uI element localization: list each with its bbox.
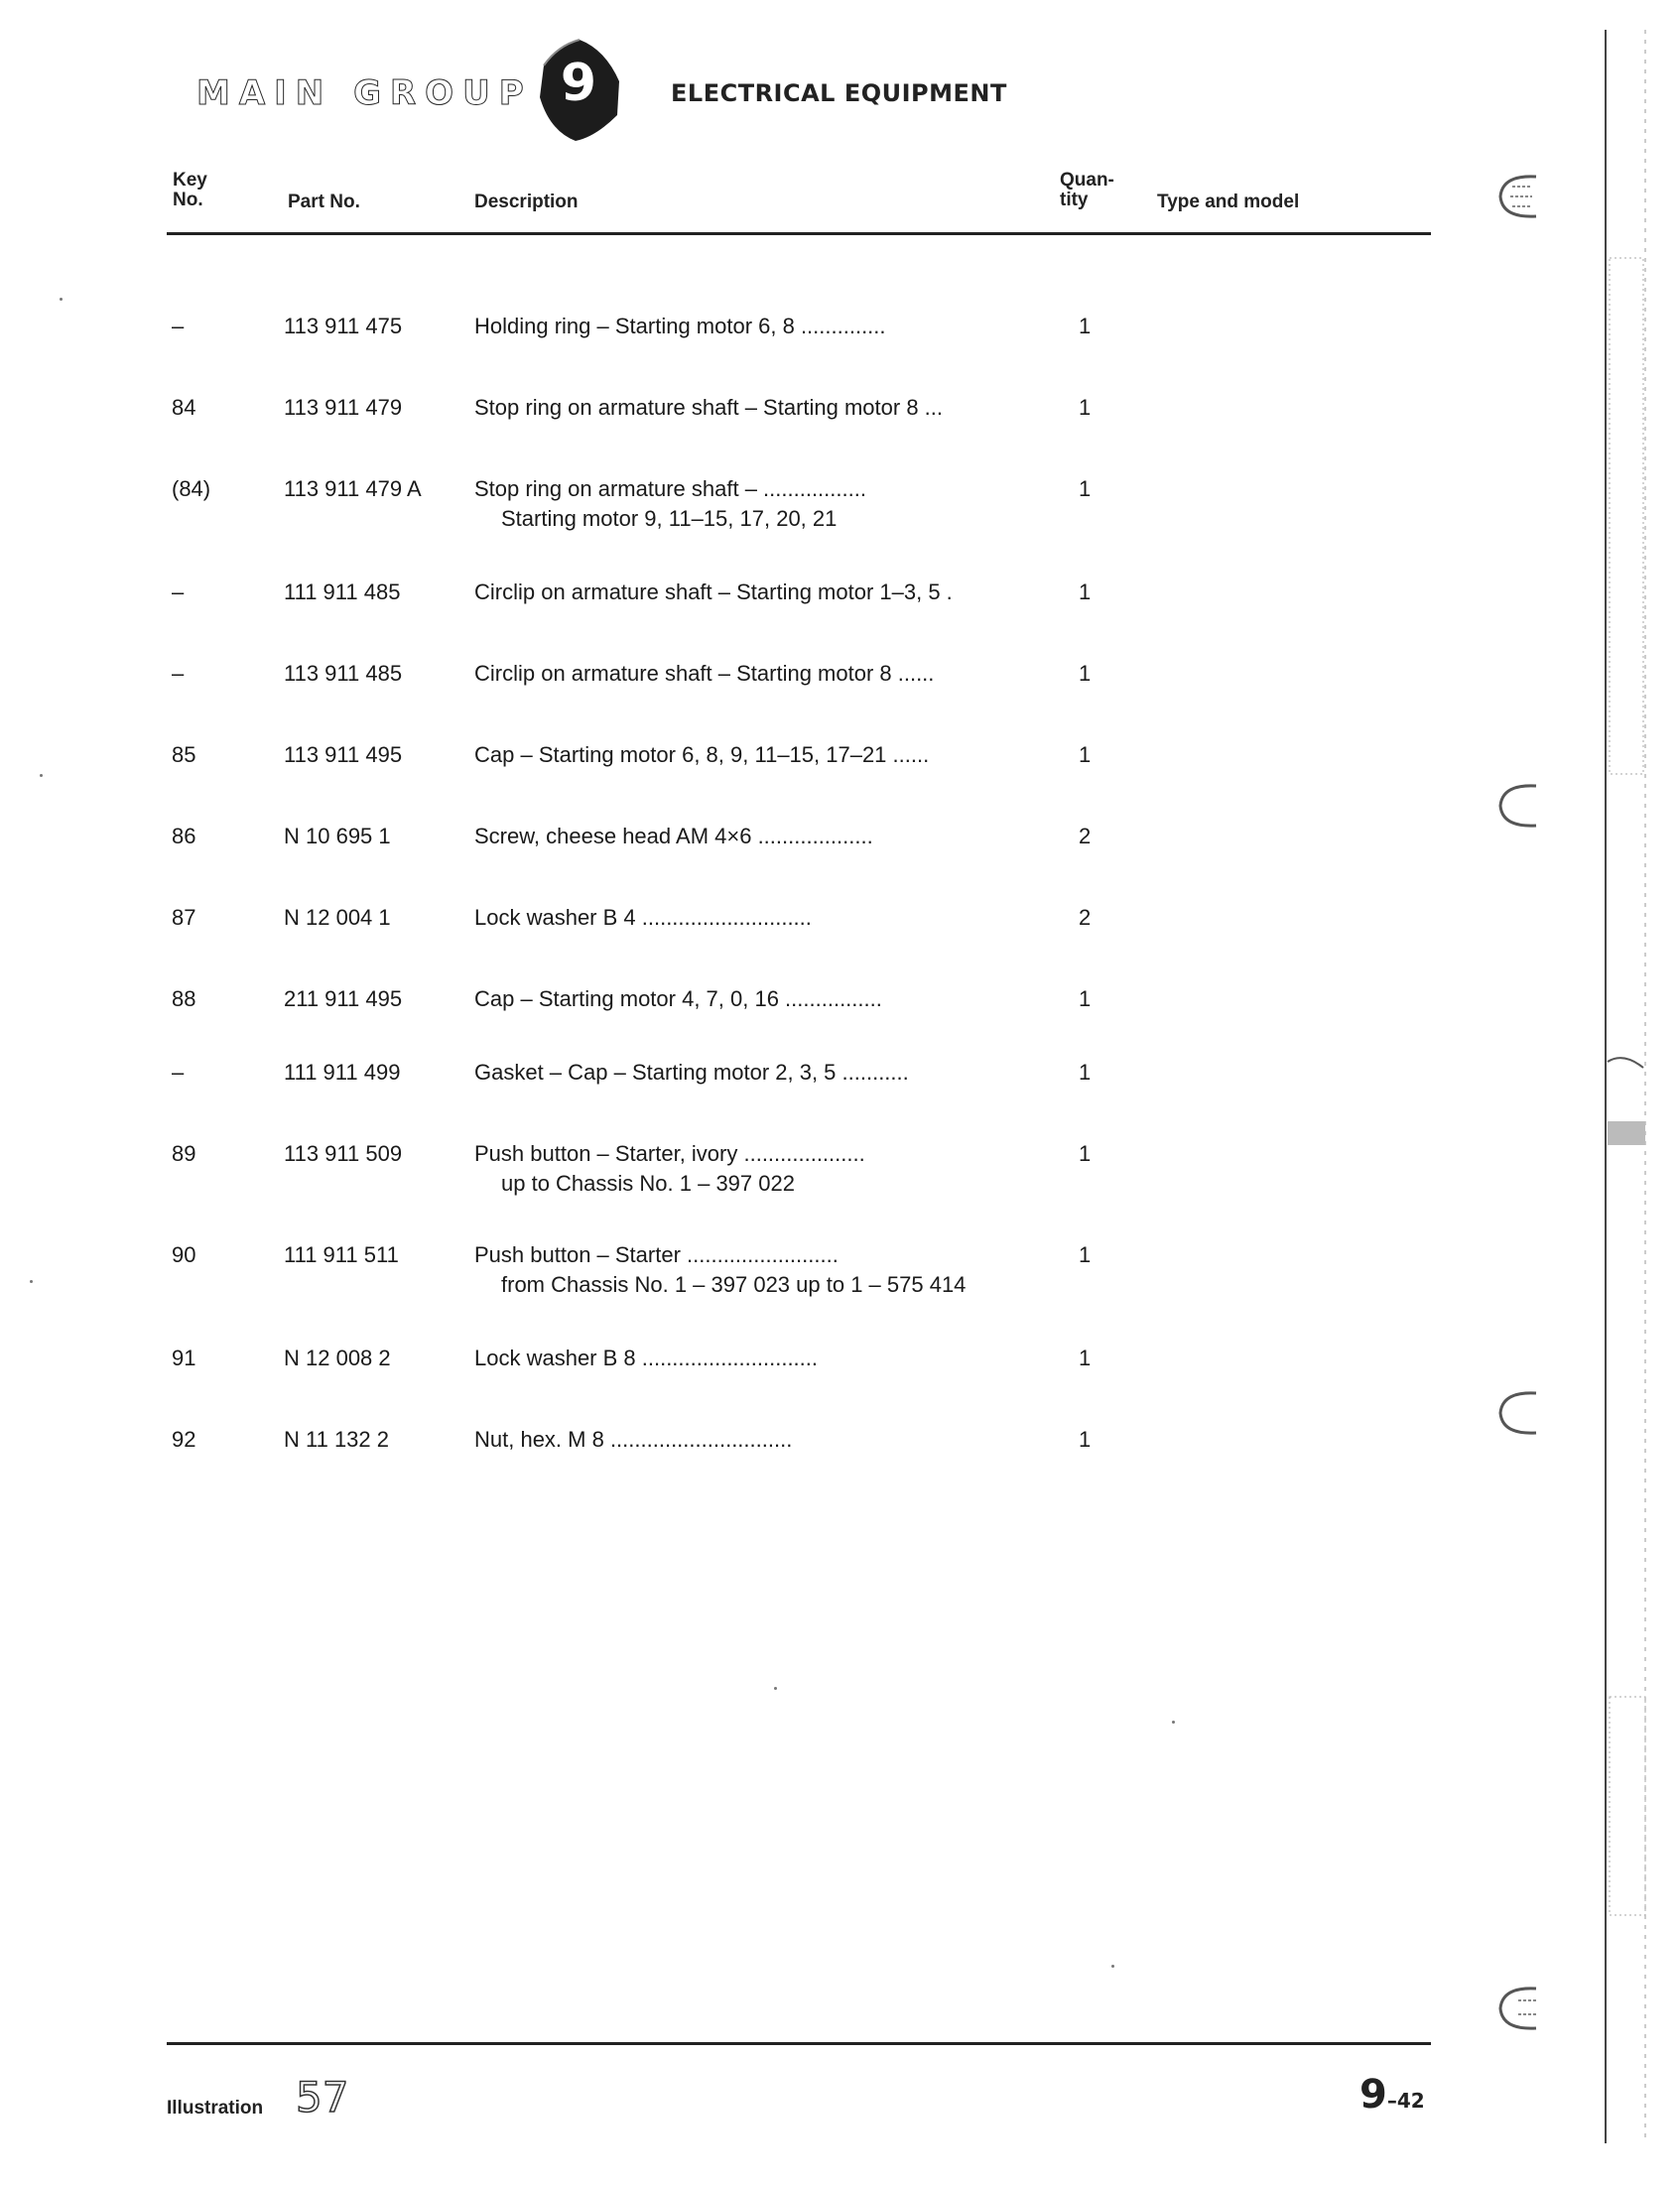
- col-type-model: Type and model: [1157, 192, 1300, 212]
- row-quantity: 1: [1079, 579, 1092, 604]
- row-description: Lock washer B 8 .............................: [474, 1346, 819, 1370]
- row-part-no: 113 911 509: [284, 1141, 403, 1166]
- row-key: (84): [172, 476, 211, 501]
- row-description: Nut, hex. M 8 ..............................: [474, 1427, 793, 1452]
- row-description-continued: Starting motor 9, 11–15, 17, 20, 21: [501, 506, 838, 531]
- row-description-continued: from Chassis No. 1 – 397 023 up to 1 – 575 414: [501, 1272, 967, 1297]
- illustration-label: Illustration: [167, 2098, 264, 2119]
- row-part-no: N 10 695 1: [284, 824, 391, 848]
- row-part-no: 113 911 479 A: [284, 476, 422, 501]
- row-key: 85: [172, 742, 196, 767]
- row-description: Screw, cheese head AM 4×6 ...................: [474, 824, 873, 848]
- col-quantity-line2: tity: [1060, 190, 1089, 210]
- row-quantity: 1: [1079, 314, 1092, 338]
- row-description: Circlip on armature shaft – Starting motor 8 ......: [474, 661, 935, 686]
- row-key: –: [172, 579, 185, 604]
- row-part-no: 113 911 495: [284, 742, 403, 767]
- group-number-badge: [536, 36, 625, 145]
- main-group-label: MAIN GROUP: [196, 73, 533, 113]
- row-part-no: N 11 132 2: [284, 1427, 390, 1452]
- row-description: Push button – Starter .........................: [474, 1242, 839, 1267]
- row-quantity: 1: [1079, 1346, 1092, 1370]
- binder-ring-icon: [1488, 169, 1552, 224]
- row-key: 89: [172, 1141, 196, 1166]
- page-number-main: 9: [1359, 2072, 1387, 2118]
- scan-speck: [60, 298, 63, 301]
- binder-ring-icon: [1488, 1385, 1552, 1441]
- row-part-no: N 12 004 1: [284, 905, 391, 930]
- row-part-no: 211 911 495: [284, 986, 403, 1011]
- footer-rule: [167, 2042, 1431, 2045]
- header-rule: [167, 232, 1431, 235]
- row-key: 84: [172, 395, 196, 420]
- row-description: Holding ring – Starting motor 6, 8 ..............: [474, 314, 886, 338]
- row-description: Stop ring on armature shaft – Starting motor 8 ...: [474, 395, 944, 420]
- group-title: ELECTRICAL EQUIPMENT: [671, 79, 1007, 107]
- row-description: Circlip on armature shaft – Starting motor 1–3, 5 .: [474, 579, 953, 604]
- row-quantity: 1: [1079, 1060, 1092, 1085]
- row-part-no: N 12 008 2: [284, 1346, 391, 1370]
- row-quantity: 1: [1079, 1427, 1092, 1452]
- row-description-continued: up to Chassis No. 1 – 397 022: [501, 1171, 795, 1196]
- row-description: Gasket – Cap – Starting motor 2, 3, 5 ...........: [474, 1060, 909, 1085]
- page-number-sub: –42: [1386, 2089, 1425, 2113]
- col-key-no: [173, 171, 207, 210]
- row-quantity: 1: [1079, 1141, 1092, 1166]
- row-part-no: 113 911 475: [284, 314, 403, 338]
- row-quantity: 2: [1079, 905, 1092, 930]
- row-quantity: 1: [1079, 986, 1092, 1011]
- scan-speck: [1111, 1965, 1114, 1968]
- col-key-no-line1: Key: [173, 170, 207, 191]
- col-description: Description: [474, 192, 579, 212]
- row-key: 88: [172, 986, 196, 1011]
- scan-speck: [40, 774, 43, 777]
- row-description: Lock washer B 4 ............................: [474, 905, 812, 930]
- scan-speck: [30, 1280, 33, 1283]
- col-quantity: [1060, 171, 1114, 210]
- binder-ring-icon: [1488, 778, 1552, 834]
- scan-speck: [1172, 1721, 1175, 1724]
- row-quantity: 1: [1079, 661, 1092, 686]
- group-number: 9: [560, 54, 597, 113]
- row-part-no: 113 911 485: [284, 661, 403, 686]
- scan-spine-edge: [1600, 30, 1649, 2143]
- row-quantity: 1: [1079, 395, 1092, 420]
- row-key: –: [172, 314, 185, 338]
- row-key: 90: [172, 1242, 196, 1267]
- row-key: 91: [172, 1346, 196, 1370]
- row-part-no: 111 911 511: [284, 1242, 399, 1267]
- row-key: –: [172, 661, 185, 686]
- row-quantity: 1: [1079, 742, 1092, 767]
- col-key-no-line2: No.: [173, 190, 203, 210]
- row-description: Stop ring on armature shaft – .................: [474, 476, 866, 501]
- row-key: 86: [172, 824, 196, 848]
- binder-ring-icon: [1488, 1981, 1552, 2036]
- row-description: Push button – Starter, ivory ....................: [474, 1141, 865, 1166]
- col-quantity-line1: Quan-: [1060, 170, 1114, 191]
- row-quantity: 1: [1079, 1242, 1092, 1267]
- row-key: 92: [172, 1427, 196, 1452]
- row-part-no: 111 911 499: [284, 1060, 401, 1085]
- row-key: 87: [172, 905, 196, 930]
- page-number: [1359, 2072, 1425, 2118]
- row-part-no: 111 911 485: [284, 579, 401, 604]
- row-description: Cap – Starting motor 6, 8, 9, 11–15, 17–21 ......: [474, 742, 930, 767]
- row-part-no: 113 911 479: [284, 395, 403, 420]
- col-part-no: Part No.: [288, 192, 360, 212]
- illustration-number: 57: [296, 2073, 349, 2122]
- row-description: Cap – Starting motor 4, 7, 0, 16 ................: [474, 986, 882, 1011]
- scan-speck: [774, 1687, 777, 1690]
- row-quantity: 1: [1079, 476, 1092, 501]
- row-quantity: 2: [1079, 824, 1092, 848]
- row-key: –: [172, 1060, 185, 1085]
